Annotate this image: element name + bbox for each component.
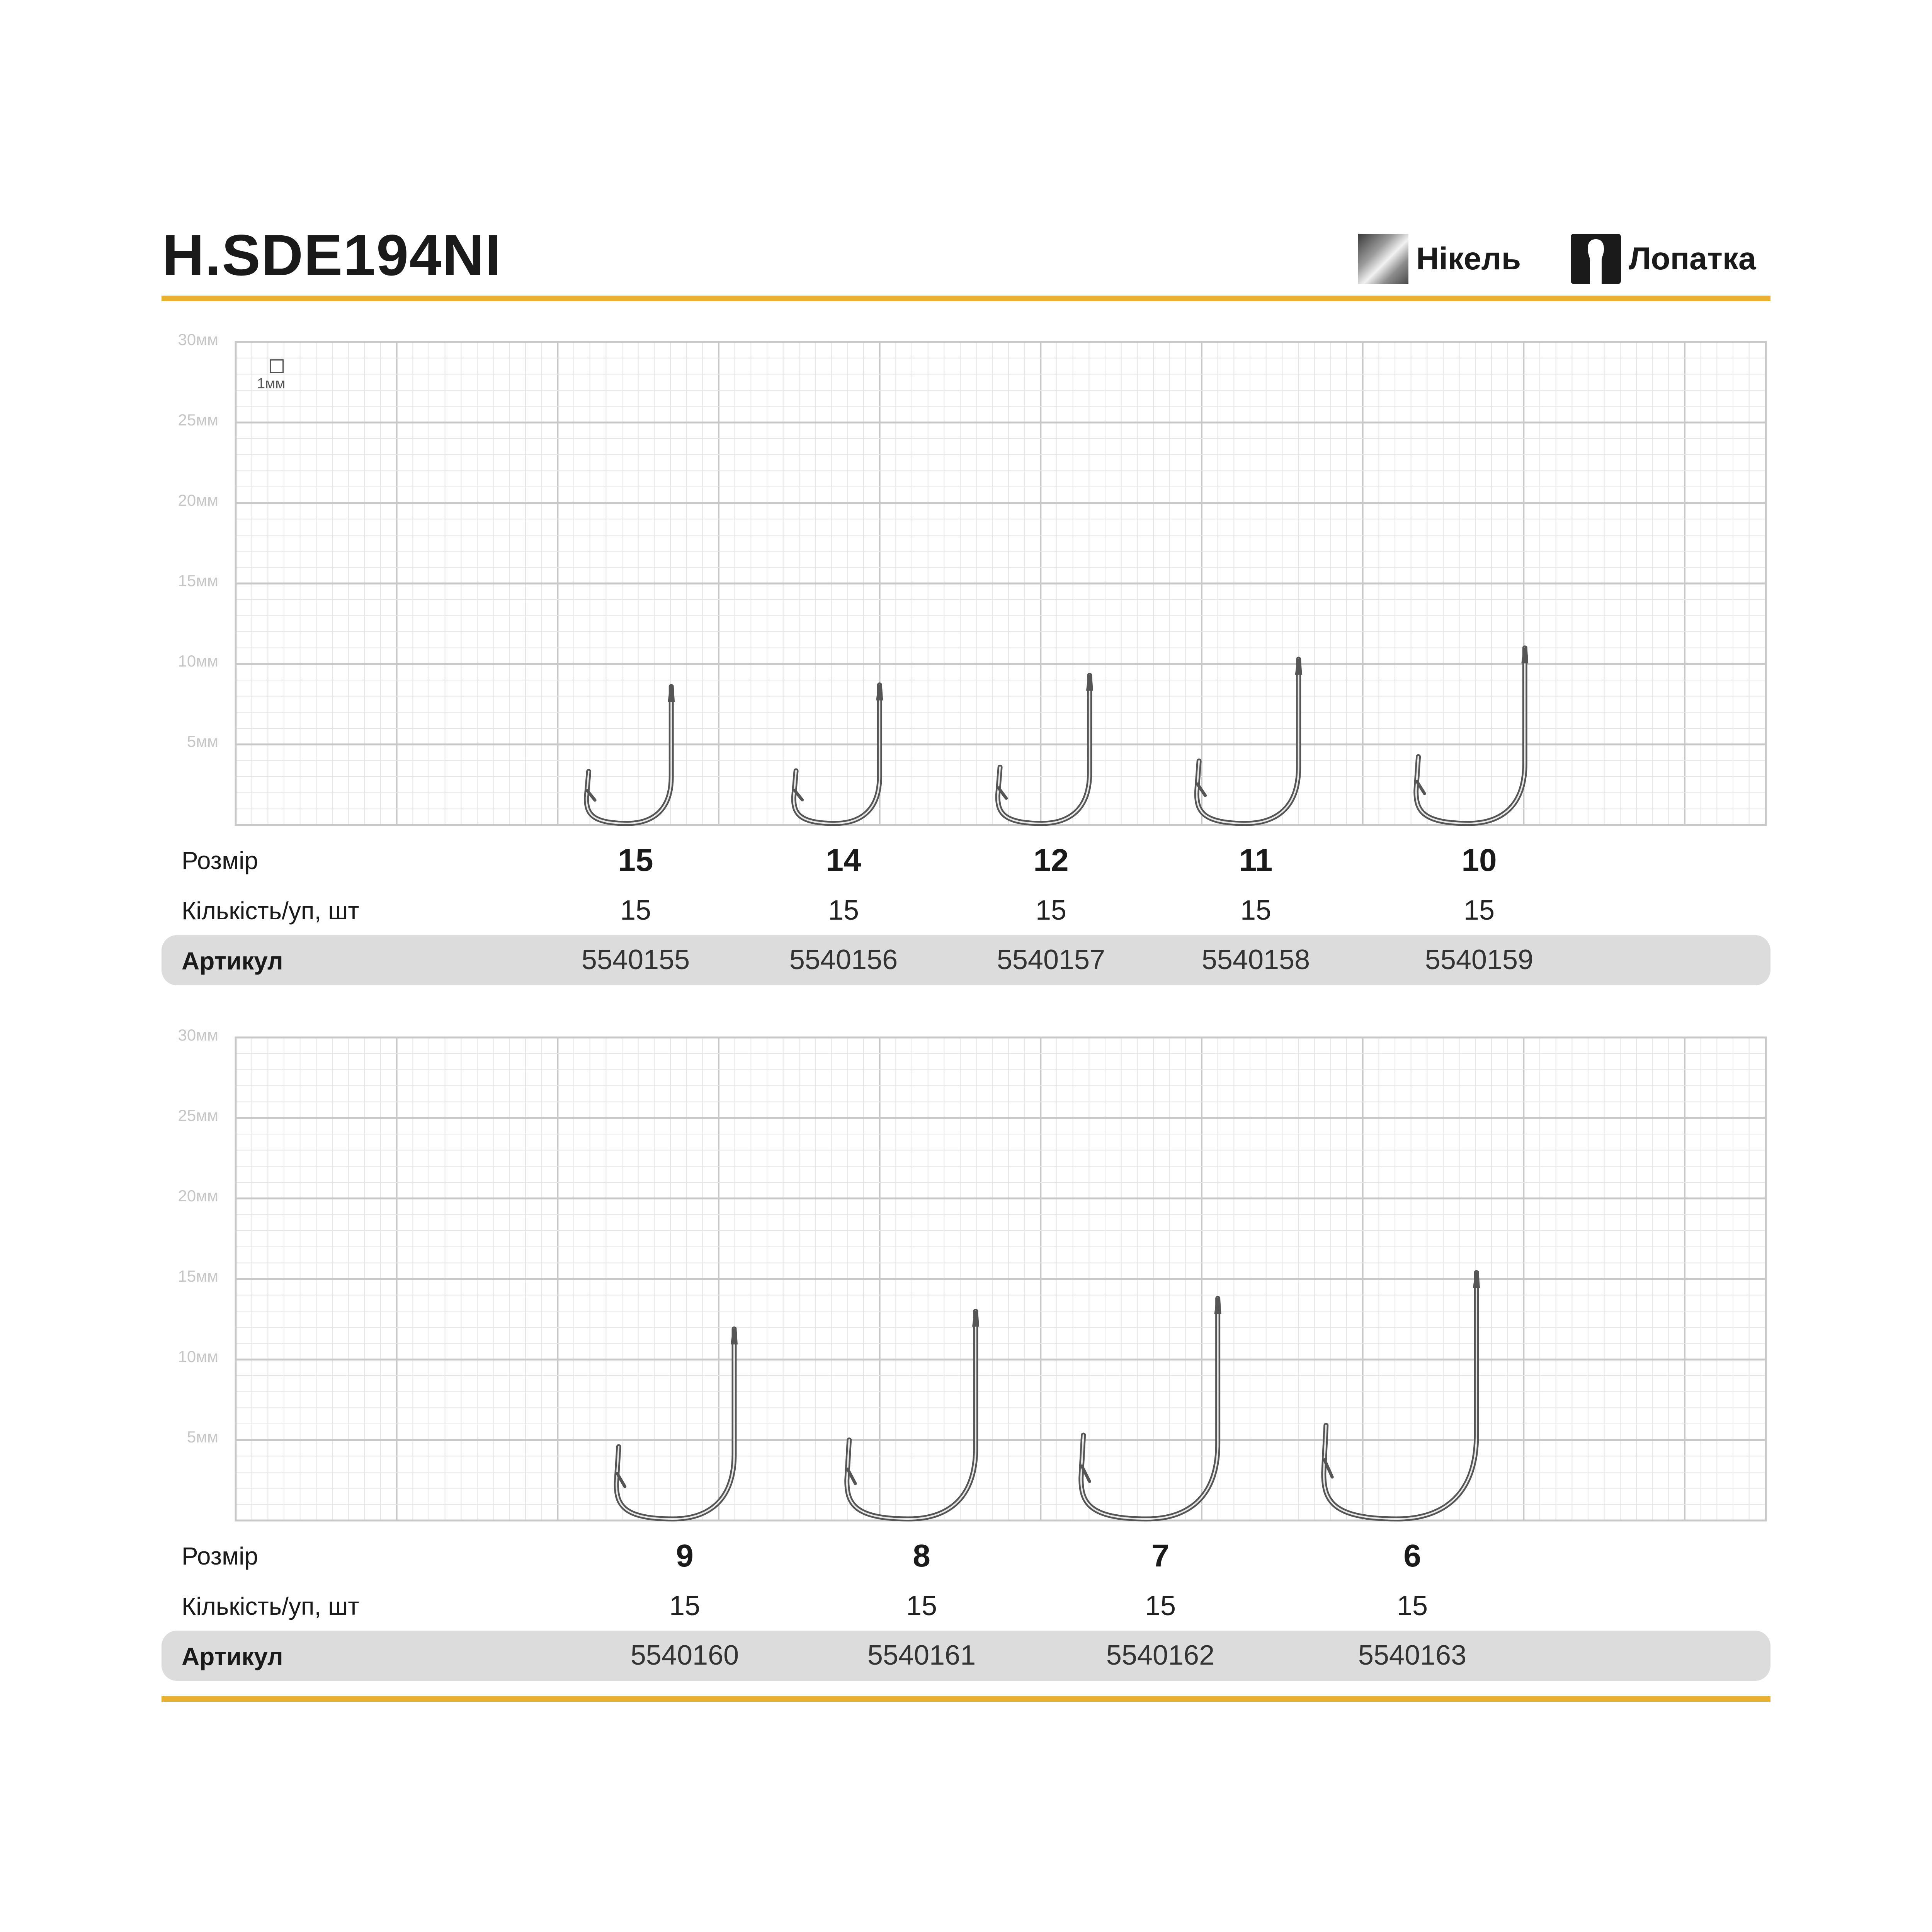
hook-body: [847, 1311, 976, 1519]
article-value: 5540162: [1106, 1640, 1215, 1671]
article-value: 5540157: [997, 944, 1105, 975]
size-value: 10: [1461, 843, 1497, 878]
article-value: 5540159: [1425, 944, 1534, 975]
axis-label-10: 10мм: [178, 1347, 218, 1366]
axis-label-25: 25мм: [178, 411, 218, 429]
qty-value: 15: [669, 1590, 701, 1621]
axis-label-5: 5мм: [187, 1428, 218, 1446]
axis-label-20: 20мм: [178, 1187, 218, 1205]
hook-drawing: [1324, 1271, 1480, 1519]
size-value: 14: [826, 843, 861, 878]
article-row-label: Артикул: [182, 947, 283, 975]
axis-label-30: 30мм: [178, 1026, 218, 1044]
axis-label-20: 20мм: [178, 491, 218, 509]
hook-body: [1081, 1298, 1218, 1519]
qty-value: 15: [1240, 895, 1272, 926]
qty-value: 15: [906, 1590, 937, 1621]
hook-highlight: [847, 1311, 976, 1519]
size-value: 7: [1151, 1538, 1169, 1573]
legend-nickel-label: Нікель: [1416, 241, 1521, 276]
mm-grid: [0, 696, 1932, 1546]
qty-value: 15: [1463, 895, 1495, 926]
article-value: 5540155: [581, 944, 690, 975]
size-value: 11: [1239, 843, 1273, 878]
hook-panel-2: [0, 696, 1932, 1671]
article-value: 5540161: [867, 1640, 976, 1671]
qty-value: 15: [1396, 1590, 1428, 1621]
unit-square-icon: [270, 359, 284, 373]
size-value: 15: [618, 843, 653, 878]
qty-value: 15: [1145, 1590, 1176, 1621]
axis-label-5: 5мм: [187, 732, 218, 750]
article-value: 5540160: [630, 1640, 739, 1671]
qty-row-label: Кількість/уп, шт: [182, 1592, 359, 1620]
qty-value: 15: [1035, 895, 1067, 926]
article-value: 5540156: [789, 944, 898, 975]
axis-label-25: 25мм: [178, 1106, 218, 1124]
hook-highlight: [1081, 1298, 1218, 1519]
legend-spade-label: Лопатка: [1629, 241, 1756, 276]
product-title: H.SDE194NI: [162, 223, 502, 287]
qty-row-label: Кількість/уп, шт: [182, 897, 359, 925]
size-value: 9: [676, 1538, 694, 1573]
article-value: 5540163: [1358, 1640, 1467, 1671]
article-value: 5540158: [1201, 944, 1310, 975]
size-row-label: Розмір: [182, 1542, 258, 1570]
hook-drawing: [847, 1310, 979, 1519]
size-row-label: Розмір: [182, 847, 258, 874]
unit-label: 1мм: [257, 376, 286, 392]
size-value: 12: [1033, 843, 1069, 878]
axis-label-15: 15мм: [178, 1267, 218, 1285]
axis-label-10: 10мм: [178, 652, 218, 670]
footer-rule: [162, 1696, 1770, 1702]
axis-label-30: 30мм: [178, 330, 218, 349]
article-row-label: Артикул: [182, 1643, 283, 1670]
qty-value: 15: [620, 895, 651, 926]
size-value: 6: [1403, 1538, 1421, 1573]
axis-label-15: 15мм: [178, 571, 218, 590]
size-value: 8: [913, 1538, 930, 1573]
qty-value: 15: [828, 895, 859, 926]
